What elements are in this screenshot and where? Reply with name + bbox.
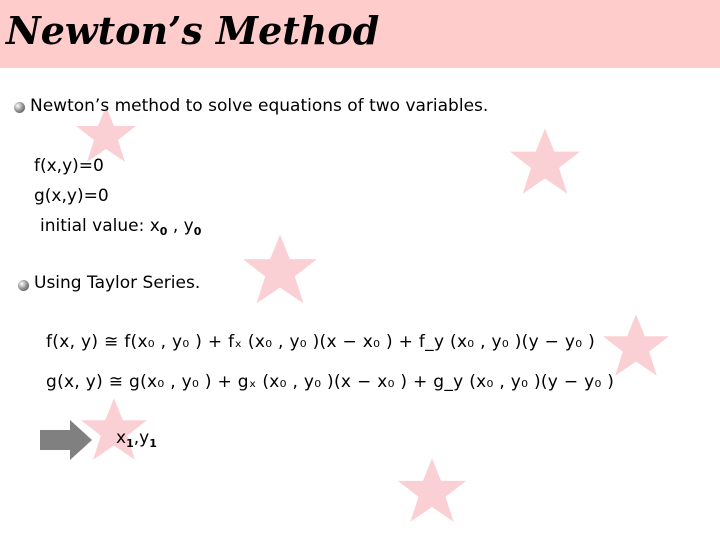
right-arrow-icon <box>40 420 92 464</box>
initial-value <box>40 216 201 238</box>
initial-separator: , y <box>167 216 194 236</box>
slide-title: Newton’s Method <box>6 8 380 53</box>
star-decoration-2 <box>506 126 584 196</box>
result-separator: ,y <box>133 428 150 448</box>
taylor-line-f: f(x, y) ≅ f(x₀ , y₀ ) + fₓ (x₀ , y₀ )(x − x₀ ) + f_y (x₀ , y₀ )(y − y₀ ) <box>46 332 596 352</box>
result-x-subscript: 1 <box>126 437 134 450</box>
bullet-text-taylor: Using Taylor Series. <box>34 273 201 293</box>
equation-f: f(x,y)=0 <box>34 156 104 176</box>
initial-value-label: initial value: x <box>40 216 160 236</box>
equation-g: g(x,y)=0 <box>34 186 109 206</box>
taylor-line-g: g(x, y) ≅ g(x₀ , y₀ ) + gₓ (x₀ , y₀ )(x − x₀ ) + g_y (x₀ , y₀ )(y − y₀ ) <box>46 372 615 392</box>
result-x: x <box>116 428 127 448</box>
star-decoration-4 <box>600 312 672 378</box>
bullet-icon <box>18 280 29 291</box>
bullet-icon <box>14 102 25 113</box>
bullet-text-newton: Newton’s method to solve equations of two variables. <box>30 96 489 116</box>
initial-x-subscript: 0 <box>159 225 168 238</box>
result-y-subscript: 1 <box>149 437 157 450</box>
star-decoration-3 <box>240 232 320 306</box>
initial-y-subscript: 0 <box>193 225 202 238</box>
result-x1-y1 <box>116 428 157 450</box>
star-decoration-6 <box>394 456 470 524</box>
